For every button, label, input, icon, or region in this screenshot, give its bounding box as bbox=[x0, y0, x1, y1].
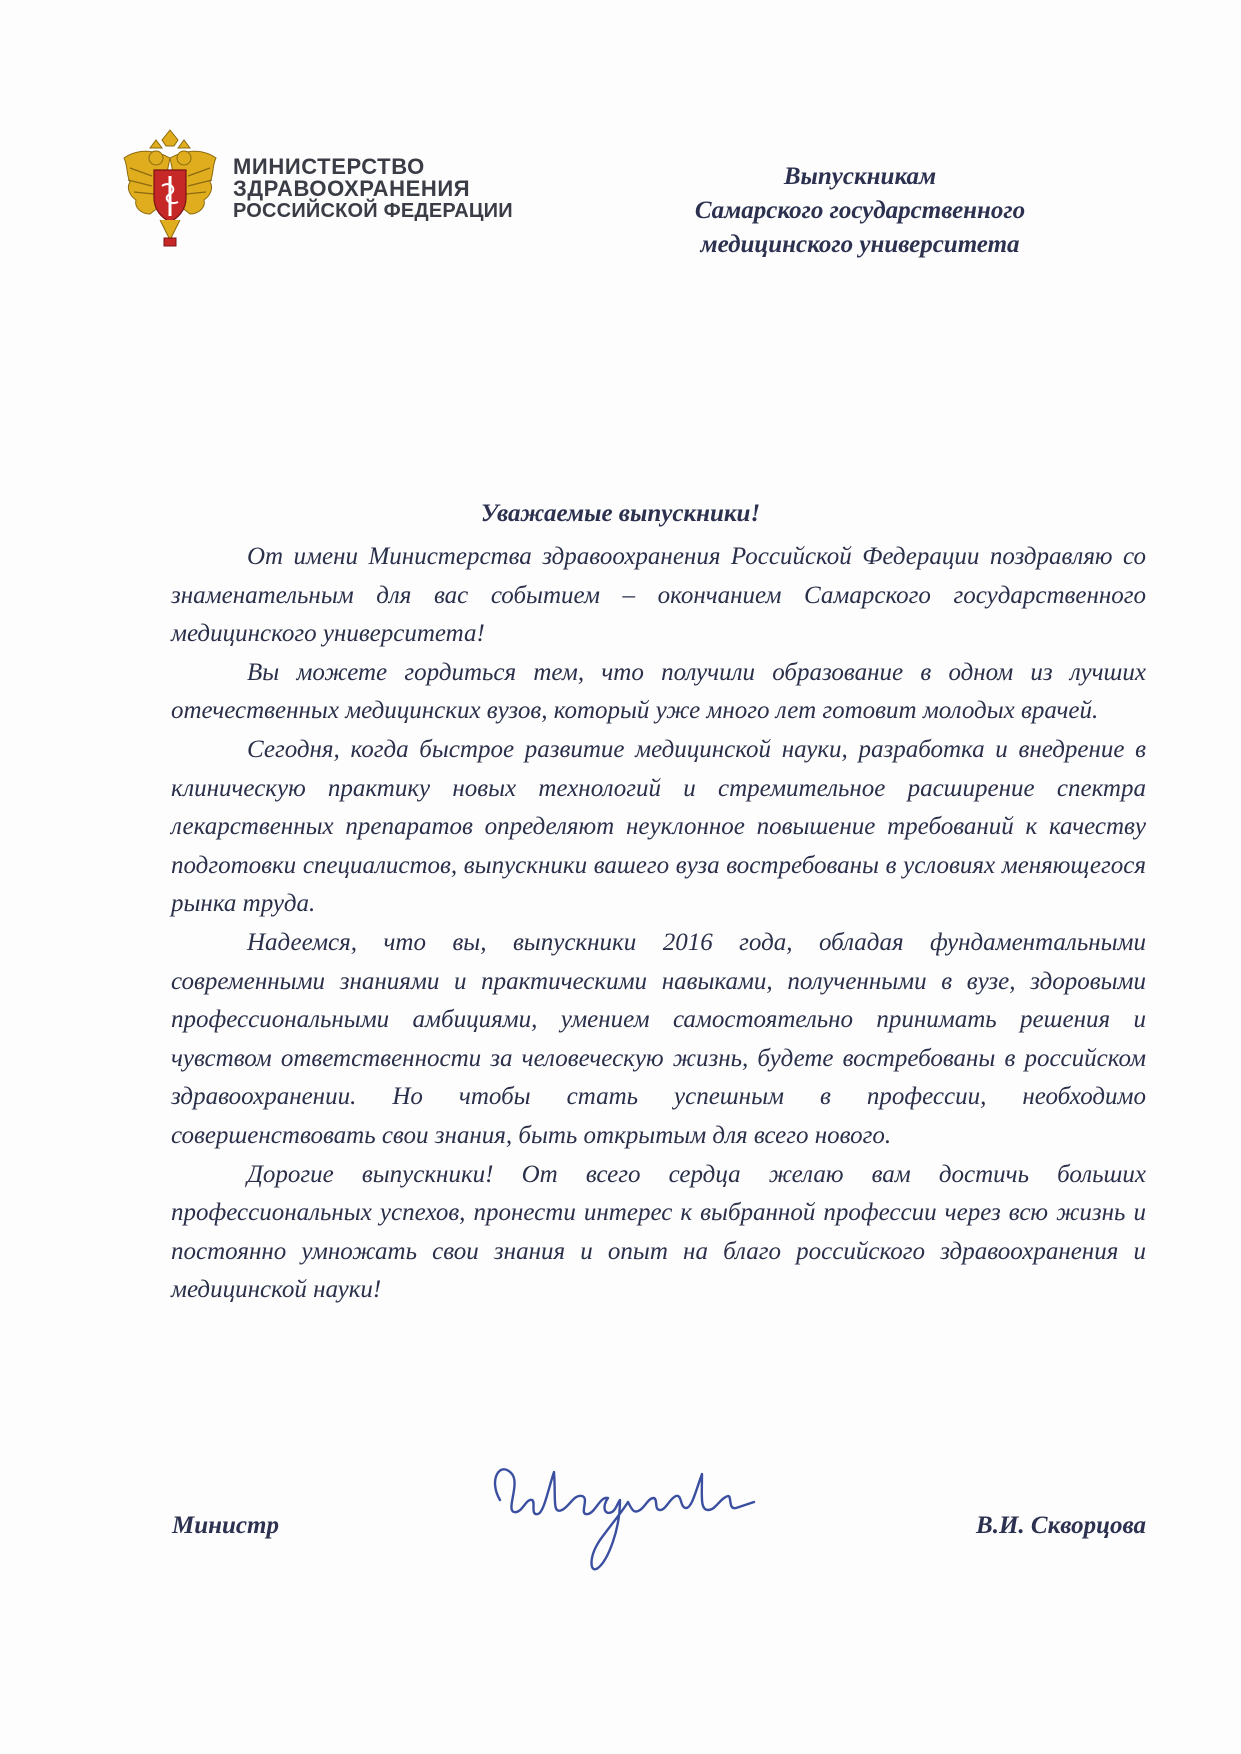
addressee-line-2: Самарского государственного bbox=[694, 197, 1026, 224]
ministry-line-1: МИНИСТЕРСТВО bbox=[233, 154, 425, 179]
addressee-line-1: Выпускникам bbox=[783, 163, 937, 190]
letter-body bbox=[171, 538, 1146, 1310]
paragraph: Сегодня, когда быстрое развитие медицинской науки, разработка и внедрение в клиническую практику новых технологий и стремительное расширение спектра лекарственных препаратов определяют неуклонное повышение требований к качеству подготовки специалистов, выпускники вашего вуза востребованы в условиях меняющегося рынка труда. bbox=[171, 735, 1146, 918]
paragraph: От имени Министерства здравоохранения Российской Федерации поздравляю со знаменательным для вас событием – окончанием Самарского государственного медицинского университета! bbox=[171, 543, 1146, 648]
coat-of-arms-icon bbox=[116, 128, 224, 250]
signatory-title: Министр bbox=[172, 1512, 279, 1539]
addressee-line-3: медицинского университета bbox=[700, 231, 1020, 258]
ministry-line-2: ЗДРАВООХРАНЕНИЯ bbox=[233, 176, 471, 201]
handwritten-signature-icon bbox=[470, 1440, 770, 1580]
greeting: Уважаемые выпускники! bbox=[480, 500, 761, 527]
signatory-name: В.И. Скворцова bbox=[976, 1512, 1146, 1539]
paragraph: Дорогие выпускники! От всего сердца желаю вам достичь больших профессиональных успехов, пронести интерес к выбранной профессии через всю жизнь и постоянно умножать свои знания и опыт на благо российского здравоохранения и медицинской науки! bbox=[171, 1160, 1146, 1304]
paragraph: Надеемся, что вы, выпускники 2016 года, обладая фундаментальными современными знаниями и практическими навыками, полученными в вузе, здоровыми профессиональными амбициями, умением самостоятельно принимать решения и чувством ответственности за человеческую жизнь, будете востребованы в российском здравоохранении. Но чтобы стать успешным в профессии, необходимо совершенствовать свои знания, быть открытым для всего нового. bbox=[171, 928, 1146, 1149]
addressee bbox=[600, 160, 1120, 262]
ministry-line-3: РОССИЙСКОЙ ФЕДЕРАЦИИ bbox=[233, 200, 513, 222]
ministry-name bbox=[233, 156, 513, 222]
paragraph: Вы можете гордиться тем, что получили образование в одном из лучших отечественных медицинских вузов, который уже много лет готовит молодых врачей. bbox=[171, 658, 1146, 725]
